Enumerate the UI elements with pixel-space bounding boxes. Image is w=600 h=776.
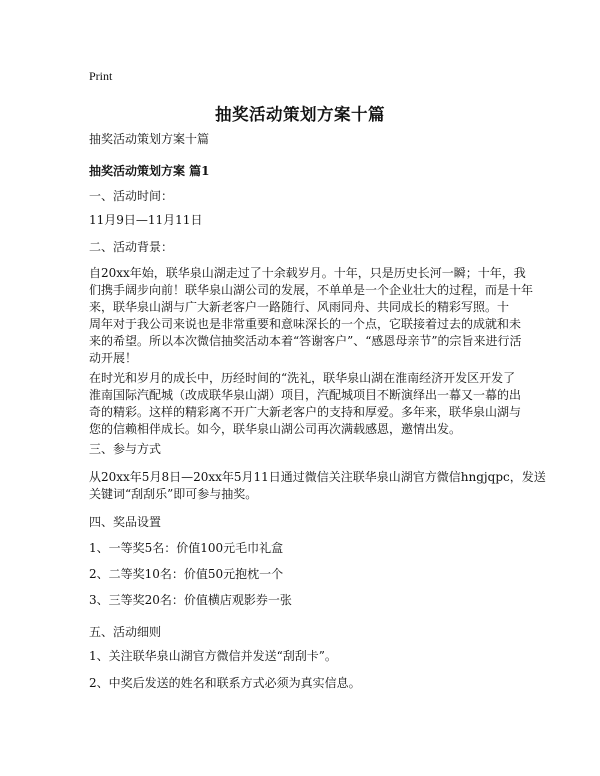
paragraph-line: 动开展！ [89, 351, 138, 365]
paragraph-line: 周年对于我公司来说也是非常重要和意味深长的一个点，它联接着过去的成就和未 [89, 317, 522, 331]
paragraph-line: 来，联华泉山湖与广大新老客户一路随行、风雨同舟、共同成长的精彩写照。十 [89, 300, 510, 314]
paragraph-line: 关键词“刮刮乐”即可参与抽奖。 [89, 487, 258, 501]
background-heading: 二、活动背景： [89, 240, 174, 254]
section-heading: 抽奖活动策划方案 篇1 [89, 164, 210, 178]
time-value: 11月9日—11月11日 [89, 213, 203, 227]
prizes-heading: 四、奖品设置 [89, 515, 162, 529]
page-title: 抽奖活动策划方案十篇 [215, 105, 385, 124]
time-heading: 一、活动时间： [89, 189, 174, 203]
rules-heading: 五、活动细则 [89, 625, 162, 639]
paragraph-line: 您的信赖相伴成长。如今，联华泉山湖公司再次满载感恩，邀情出发。 [89, 422, 462, 436]
prize-item-1: 1、一等奖5名：价值100元毛巾礼盒 [89, 541, 284, 555]
rule-item-2: 2、中奖后发送的姓名和联系方式必须为真实信息。 [89, 676, 361, 690]
print-label: Print [89, 69, 113, 83]
document-subtitle: 抽奖活动策划方案十篇 [89, 132, 210, 146]
background-paragraph-1 [89, 265, 534, 367]
paragraph-line: 来的希望。所以本次微信抽奖活动本着“答谢客户”、“感恩母亲节”的宗旨来进行活 [89, 334, 522, 348]
background-paragraph-2 [89, 370, 522, 438]
paragraph-line: 奇的精彩。这样的精彩离不开广大新老客户的支持和厚爱。多年来，联华泉山湖与 [89, 405, 522, 419]
prize-item-3: 3、三等奖20名：价值横店观影券一张 [89, 593, 292, 607]
paragraph-line: 淮南国际汽配城（改成联华泉山湖）项目，汽配城项目不断演绎出一幕又一幕的出 [89, 388, 522, 402]
paragraph-line: 自20xx年始，联华泉山湖走过了十余载岁月。十年，只是历史长河一瞬；十年，我 [89, 266, 526, 280]
participation-heading: 三、参与方式 [89, 442, 162, 456]
paragraph-line: 们携手阔步向前！联华泉山湖公司的发展，不单单是一个企业壮大的过程，而是十年 [89, 283, 534, 297]
paragraph-line: 从20xx年5月8日—20xx年5月11日通过微信关注联华泉山湖官方微信hngjqpc，发送 [89, 470, 546, 484]
participation-paragraph [89, 469, 546, 503]
paragraph-line: 在时光和岁月的成长中，历经时间的“洗礼，联华泉山湖在淮南经济开发区开发了 [89, 371, 516, 385]
rule-item-1: 1、关注联华泉山湖官方微信并发送“刮刮卡”。 [89, 649, 337, 663]
prize-item-2: 2、二等奖10名：价值50元抱枕一个 [89, 567, 284, 581]
